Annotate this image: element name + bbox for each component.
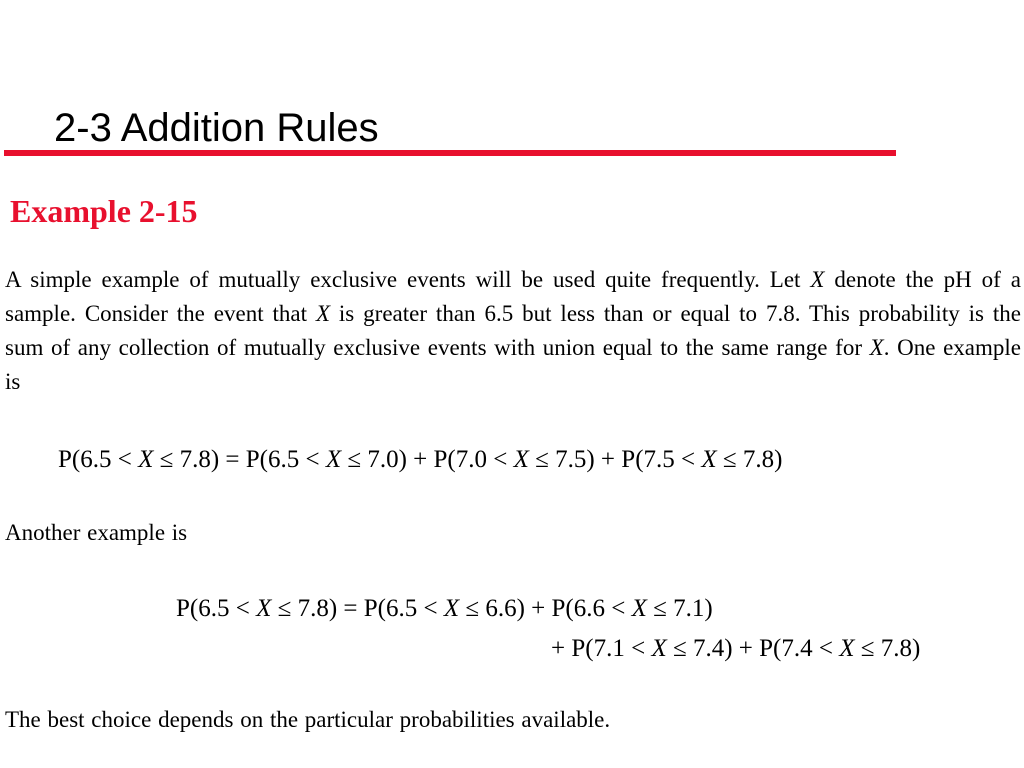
intro-paragraph: A simple example of mutually exclusive events will be used quite frequently. Let X denote the pH of a sample. Consider the event that X is greater than 6.5 but less than or equal to 7.8. This probability is the sum of any collection of mutually exclusive events with union equal to the same range for X. One example is	[5, 267, 1021, 394]
equation-1: P(6.5 < X ≤ 7.8) = P(6.5 < X ≤ 7.0) + P(7.0 < X ≤ 7.5) + P(7.5 < X ≤ 7.8)	[58, 446, 783, 473]
example-label: Example 2-15	[10, 193, 198, 229]
closing-text: The best choice depends on the particular probabilities available.	[5, 707, 611, 732]
equation-2-line-2: + P(7.1 < X ≤ 7.4) + P(7.4 < X ≤ 7.8)	[551, 635, 921, 662]
another-example-text: Another example is	[5, 520, 188, 545]
title-underline	[4, 150, 896, 156]
slide-title: 2-3 Addition Rules	[54, 106, 379, 150]
equation-2-line-1: P(6.5 < X ≤ 7.8) = P(6.5 < X ≤ 6.6) + P(6.6 < X ≤ 7.1)	[176, 595, 713, 622]
